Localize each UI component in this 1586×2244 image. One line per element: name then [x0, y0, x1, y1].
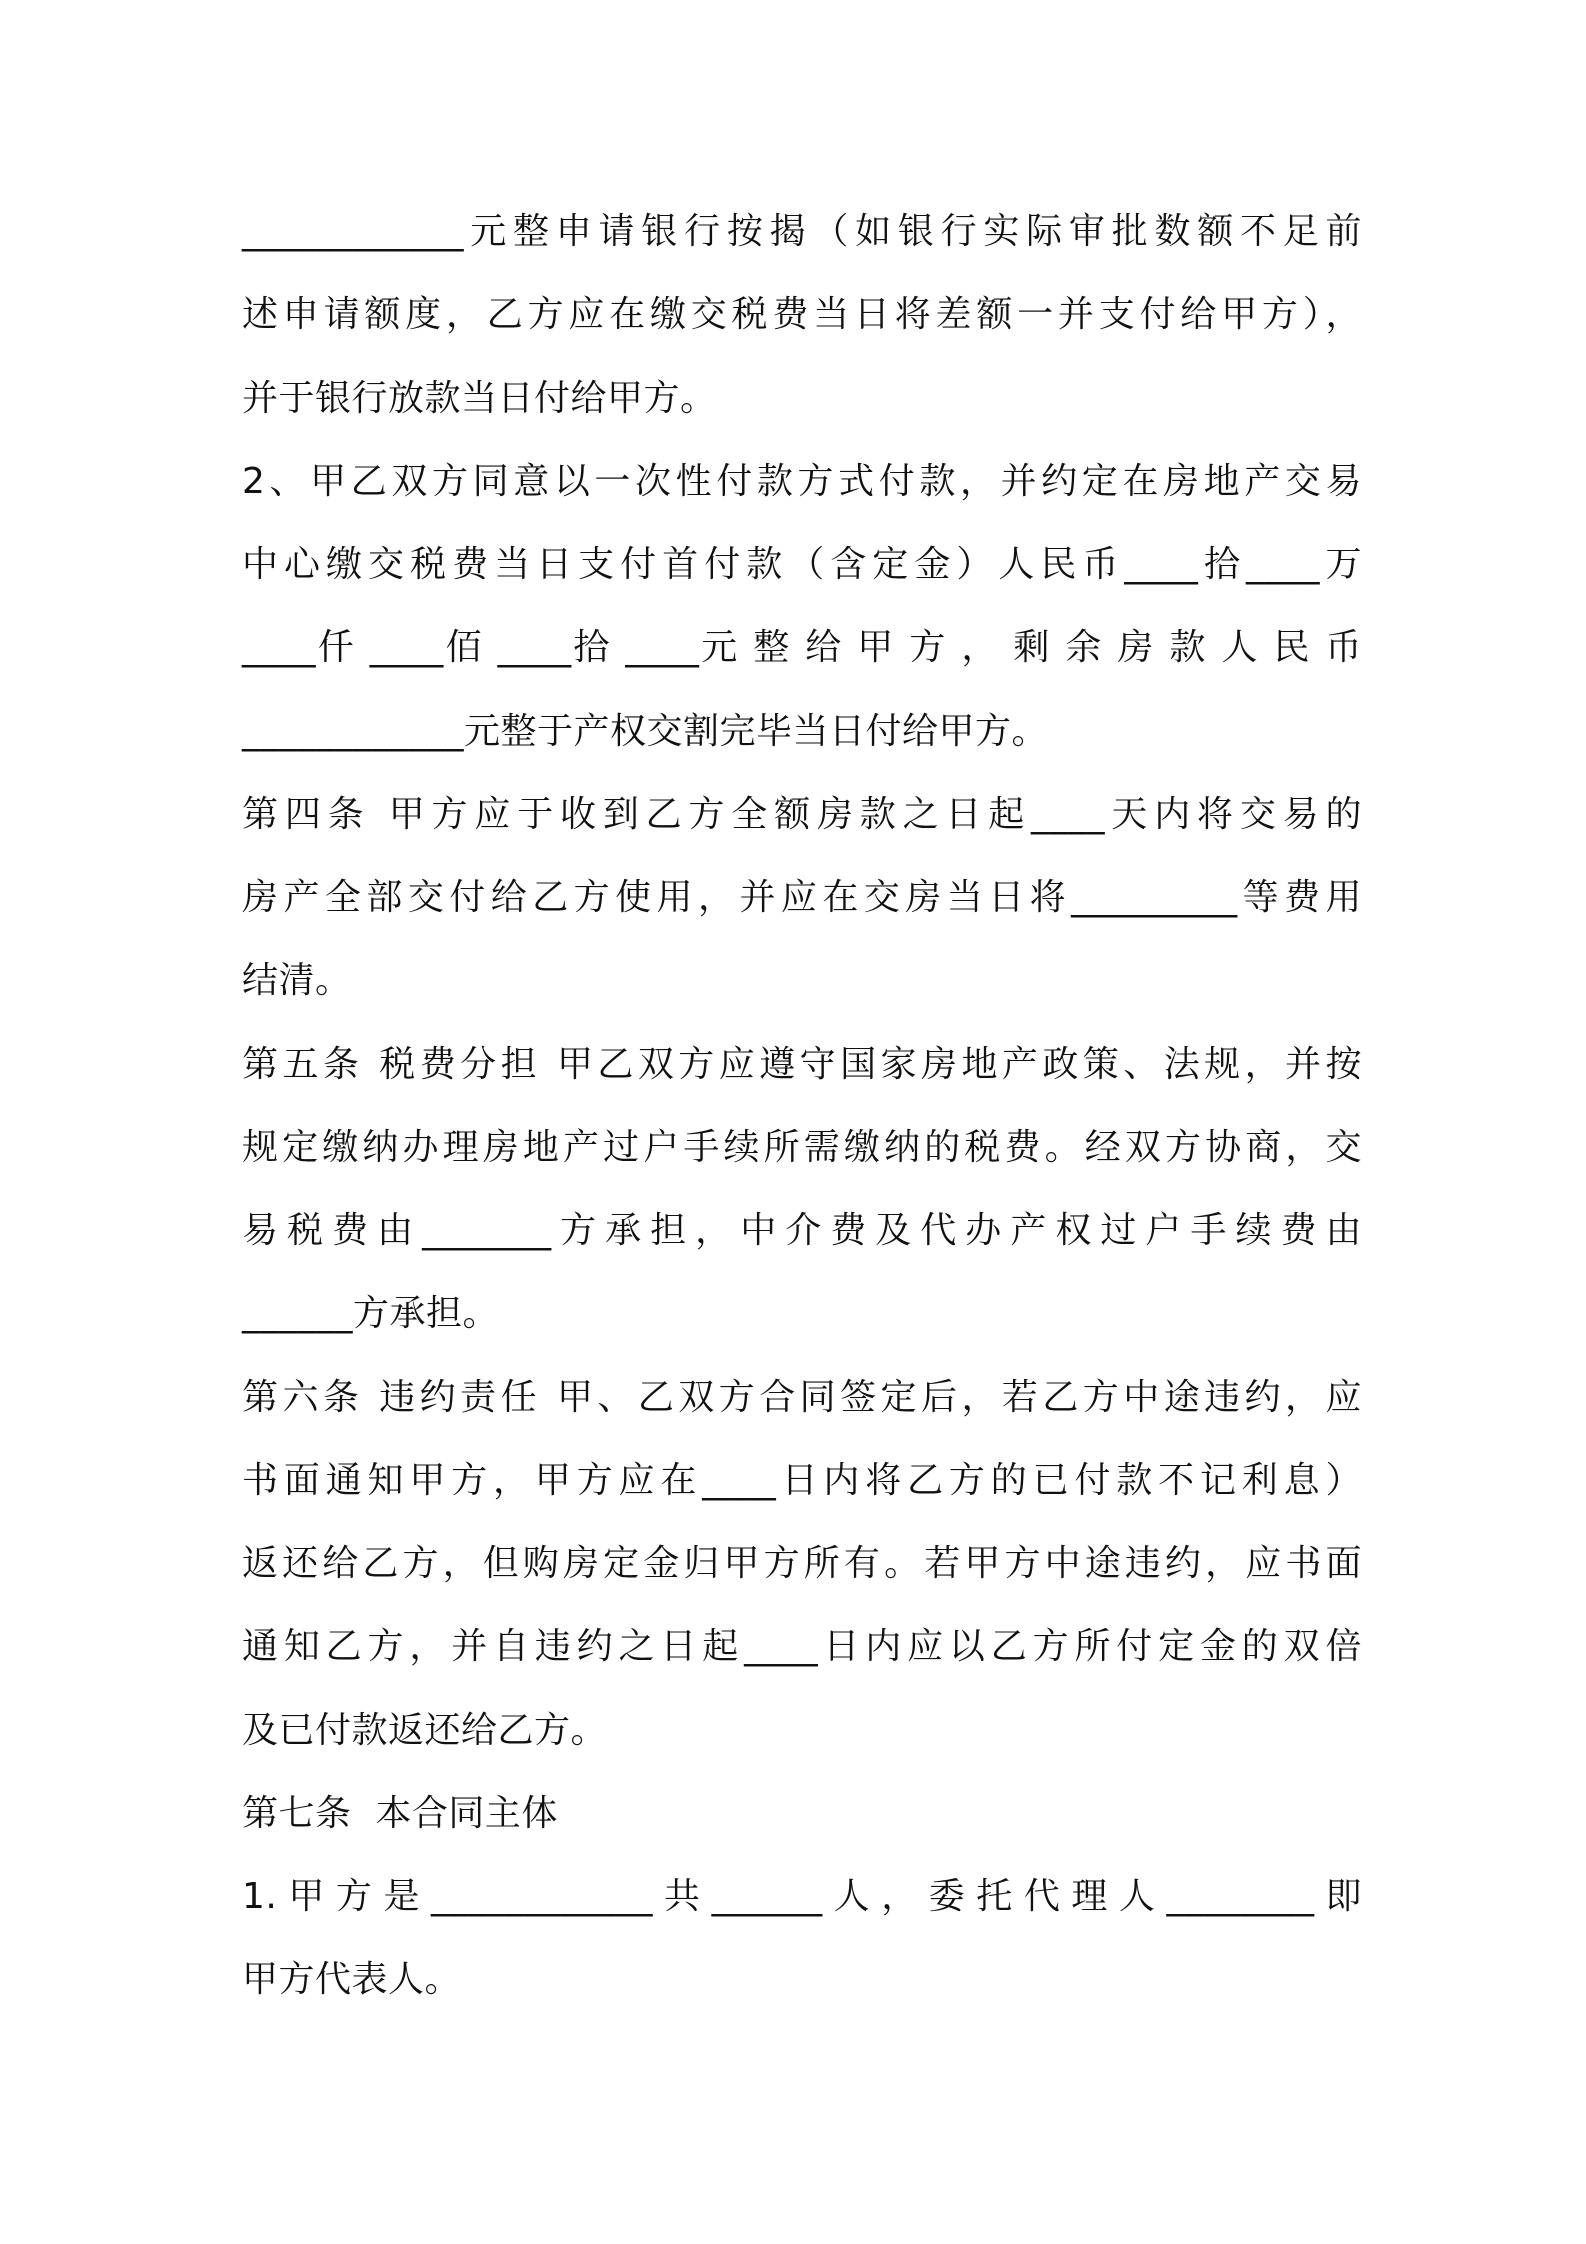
text-line: 易税费由_______方承担，中介费及代办产权过户手续费由 [242, 1210, 1362, 1251]
text-line: 通知乙方，并自违约之日起____日内应以乙方所付定金的双倍 [242, 1626, 1362, 1667]
text-line: 第六条 违约责任 甲、乙双方合同签定后，若乙方中途违约，应 [242, 1377, 1362, 1418]
text-line: 2、甲乙双方同意以一次性付款方式付款，并约定在房地产交易 [242, 461, 1362, 502]
text-line: ____________元整于产权交割完毕当日付给甲方。 [242, 711, 1049, 752]
text-line: 及已付款返还给乙方。 [242, 1710, 608, 1751]
text-line: 书面通知甲方，甲方应在____日内将乙方的已付款不记利息） [242, 1460, 1362, 1501]
text-line: 第七条 本合同主体 [242, 1793, 558, 1834]
text-line: 第五条 税费分担 甲乙双方应遵守国家房地产政策、法规，并按 [242, 1044, 1362, 1085]
text-line: 并于银行放款当日付给甲方。 [242, 378, 717, 419]
text-line: 规定缴纳办理房地产过户手续所需缴纳的税费。经双方协商，交 [242, 1127, 1362, 1168]
text-line: 结清。 [242, 960, 352, 1001]
text-line: 房产全部交付给乙方使用，并应在交房当日将_________等费用 [242, 877, 1362, 918]
text-line: 返还给乙方，但购房定金归甲方所有。若甲方中途违约，应书面 [242, 1543, 1362, 1584]
text-line: ______方承担。 [242, 1293, 500, 1334]
text-line: 述申请额度，乙方应在缴交税费当日将差额一并支付给甲方）， [242, 294, 1362, 335]
text-line: 第四条 甲方应于收到乙方全额房款之日起____天内将交易的 [242, 794, 1362, 835]
text-line: ____仟 ____佰 ____拾 ____元 整 给 甲 方 ， 剩 余 房 款 人 民 币 [242, 627, 1362, 668]
text-line: 1.甲方是____________共______人，委托代理人________即 [242, 1876, 1362, 1917]
text-line: ____________元整申请银行按揭（如银行实际审批数额不足前 [242, 211, 1362, 252]
text-line: 甲方代表人。 [242, 1959, 462, 2000]
text-line: 中心缴交税费当日支付首付款（含定金）人民币____拾____万 [242, 544, 1362, 585]
